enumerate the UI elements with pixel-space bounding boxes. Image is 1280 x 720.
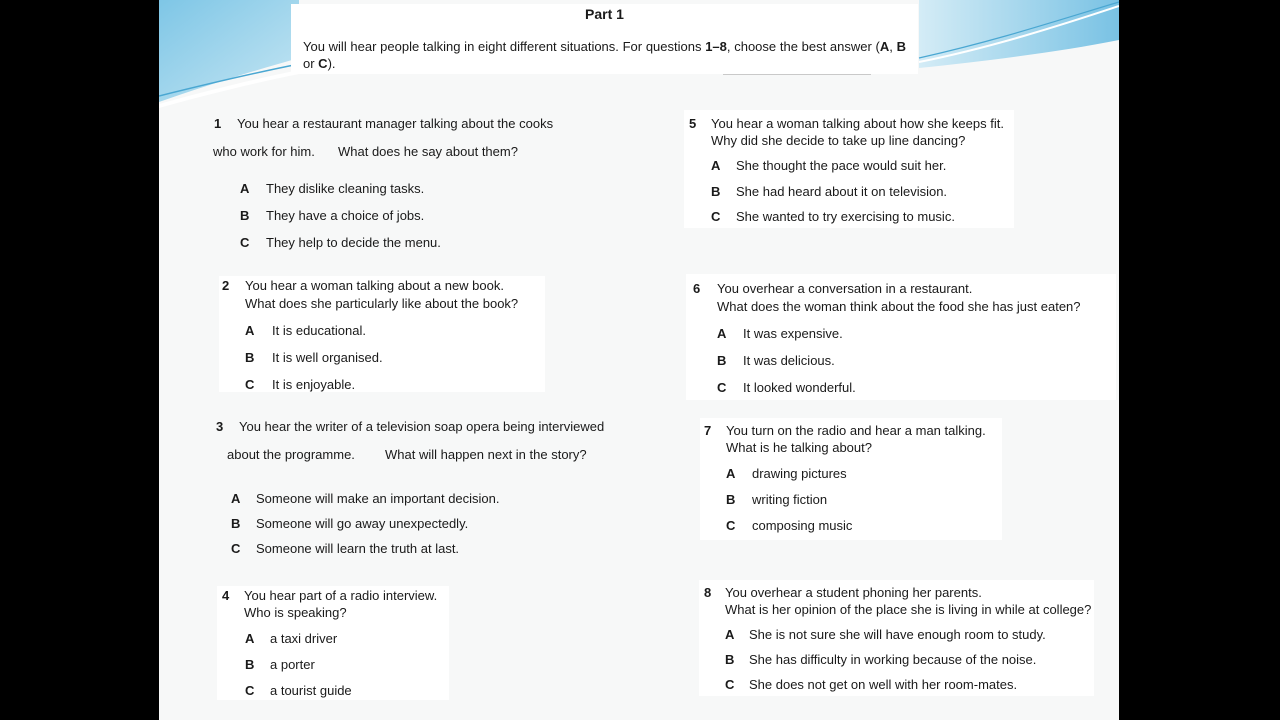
option-a[interactable]: It was expensive. [743, 326, 843, 341]
question-number: 7 [704, 423, 712, 438]
page-title: Part 1 [585, 6, 624, 22]
question-stem-line2b: What will happen next in the story? [385, 447, 587, 462]
question-stem-line2: What does the woman think about the food she has just eaten? [717, 299, 1081, 314]
question-stem-line2: Why did she decide to take up line dancing? [711, 133, 966, 148]
question-stem-line1: You turn on the radio and hear a man talking. [726, 423, 986, 438]
option-letter-b: B [711, 184, 721, 199]
option-a[interactable]: Someone will make an important decision. [256, 491, 500, 506]
option-b[interactable]: It was delicious. [743, 353, 835, 368]
option-letter-c: C [245, 377, 255, 392]
question-stem-line2: What is he talking about? [726, 440, 872, 455]
option-c[interactable]: They help to decide the menu. [266, 235, 441, 250]
question-number: 2 [222, 278, 230, 293]
question-stem-line2: Who is speaking? [244, 605, 347, 620]
option-b[interactable]: She had heard about it on television. [736, 184, 948, 199]
question-number: 1 [214, 116, 222, 131]
question-stem-line1: You hear the writer of a television soap opera being interviewed [239, 419, 605, 434]
option-a[interactable]: They dislike cleaning tasks. [266, 181, 425, 196]
question-number: 5 [689, 116, 697, 131]
option-a[interactable]: She is not sure she will have enough room to study. [749, 627, 1046, 642]
option-letter-c: C [717, 380, 727, 395]
option-letter-a: A [240, 181, 250, 196]
question-stem-line1: You overhear a conversation in a restaurant. [717, 281, 973, 296]
option-c[interactable]: It is enjoyable. [272, 377, 356, 392]
question-7 [704, 423, 1004, 538]
question-stem-line1: You hear a woman talking about how she keeps fit. [711, 116, 1004, 131]
instructions-letter-b: B [896, 39, 906, 54]
option-b[interactable]: They have a choice of jobs. [266, 208, 425, 223]
option-letter-c: C [711, 209, 721, 224]
option-letter-a: A [231, 491, 241, 506]
question-2 [222, 278, 552, 393]
option-b[interactable]: Someone will go away unexpectedly. [256, 516, 469, 531]
question-number: 8 [704, 585, 712, 600]
option-c[interactable]: She does not get on well with her room-mates. [749, 677, 1018, 692]
question-3 [216, 419, 636, 559]
question-stem-line2b: What does he say about them? [338, 144, 518, 159]
question-8 [704, 585, 1104, 700]
question-number: 3 [216, 419, 224, 434]
option-letter-b: B [725, 652, 735, 667]
option-letter-c: C [725, 677, 735, 692]
question-stem-line1: You hear part of a radio interview. [244, 588, 438, 603]
question-stem-line2a: about the programme. [227, 447, 355, 462]
option-c[interactable]: a tourist guide [270, 683, 352, 698]
question-6 [693, 281, 1113, 396]
instructions-end: ). [327, 56, 336, 71]
option-letter-a: A [245, 631, 255, 646]
option-letter-b: B [717, 353, 727, 368]
question-number: 6 [693, 281, 701, 296]
option-letter-b: B [726, 492, 736, 507]
option-c[interactable]: It looked wonderful. [743, 380, 856, 395]
question-5 [689, 116, 1019, 231]
slide [159, 0, 1119, 720]
option-letter-c: C [240, 235, 250, 250]
option-a[interactable]: It is educational. [272, 323, 366, 338]
question-number: 4 [222, 588, 230, 603]
option-letter-b: B [245, 657, 255, 672]
question-stem-line2: What is her opinion of the place she is living in while at college? [725, 602, 1092, 617]
question-stem-line1: You hear a restaurant manager talking about the cooks [237, 116, 554, 131]
instructions-box [291, 4, 918, 74]
option-letter-b: B [240, 208, 250, 223]
instructions-mid: , choose the best answer ( [726, 39, 880, 54]
option-letter-a: A [717, 326, 727, 341]
option-b[interactable]: It is well organised. [272, 350, 383, 365]
question-stem-line1: You hear a woman talking about a new book. [245, 278, 504, 293]
option-letter-c: C [726, 518, 736, 533]
option-letter-c: C [245, 683, 255, 698]
question-1 [213, 116, 593, 256]
option-a[interactable]: She thought the pace would suit her. [736, 158, 947, 173]
header-divider [723, 74, 871, 75]
option-b[interactable]: She has difficulty in working because of the noise. [749, 652, 1037, 667]
instructions-letter-a: A [879, 39, 890, 54]
option-letter-a: A [726, 466, 736, 481]
option-c[interactable]: composing music [752, 518, 853, 533]
question-4 [222, 588, 522, 703]
option-a[interactable]: a taxi driver [270, 631, 338, 646]
option-b[interactable]: a porter [270, 657, 315, 672]
option-letter-b: B [245, 350, 255, 365]
question-stem-line2: What does she particularly like about the book? [245, 296, 519, 311]
option-letter-a: A [711, 158, 721, 173]
option-c[interactable]: She wanted to try exercising to music. [736, 209, 955, 224]
option-letter-b: B [231, 516, 241, 531]
instructions-letter-c: C [318, 56, 328, 71]
instructions-or: or [303, 56, 319, 71]
option-letter-a: A [245, 323, 255, 338]
instructions-text [303, 38, 906, 72]
option-b[interactable]: writing fiction [752, 492, 828, 507]
instructions-range: 1–8 [705, 39, 727, 54]
option-a[interactable]: drawing pictures [752, 466, 847, 481]
option-letter-c: C [231, 541, 241, 556]
instructions-sep: , [889, 39, 897, 54]
instructions-pre: You will hear people talking in eight different situations. For questions [303, 39, 706, 54]
option-letter-a: A [725, 627, 735, 642]
question-stem-line1: You overhear a student phoning her parents. [725, 585, 982, 600]
question-stem-line2a: who work for him. [213, 144, 315, 159]
option-c[interactable]: Someone will learn the truth at last. [256, 541, 460, 556]
